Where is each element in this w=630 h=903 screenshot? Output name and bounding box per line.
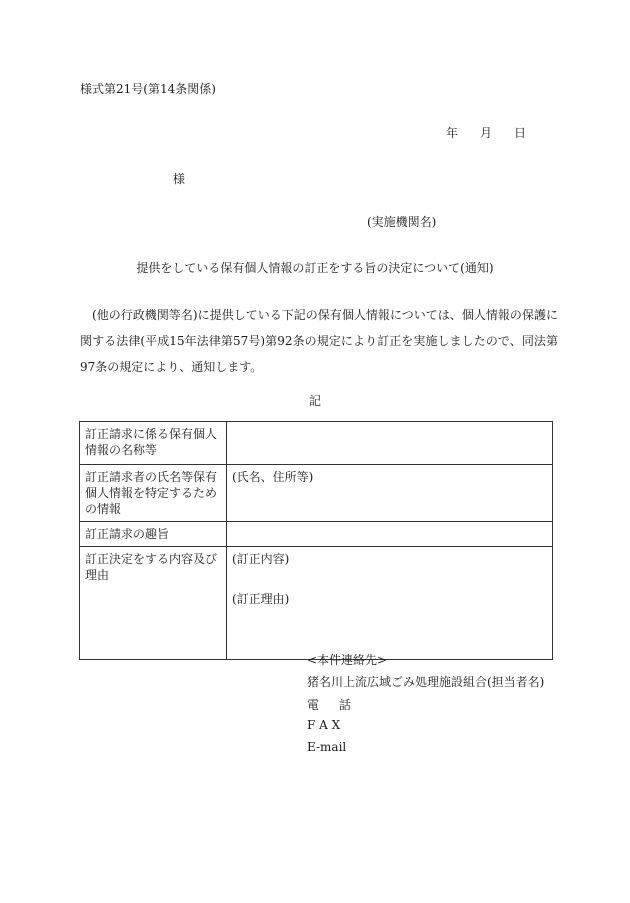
- table-value: (氏名、住所等): [227, 465, 553, 522]
- table-value: [227, 422, 553, 465]
- date-month: 月: [480, 126, 493, 140]
- correction-reason: (訂正理由): [232, 592, 290, 606]
- body-paragraph: (他の行政機関等名)に提供している下記の保有個人情報については、個人情報の保護に関する法律(平成15年法律第57号)第92条の規定により訂正を実施しましたので、同法第97条の規定により、通知します。: [80, 308, 558, 374]
- correction-content: (訂正内容): [232, 552, 290, 566]
- agency-name: (実施機関名): [367, 215, 437, 229]
- table-row: [80, 422, 553, 465]
- form-number: 様式第21号(第14条関係): [80, 82, 216, 96]
- date-line: [446, 124, 526, 141]
- ki-heading: 記: [308, 394, 321, 408]
- contact-phone: 電 話: [307, 698, 359, 712]
- table-row: [80, 465, 553, 522]
- date-year: 年: [446, 126, 459, 140]
- contact-organization: 猪名川上流広域ごみ処理施設組合(担当者名): [307, 675, 545, 689]
- table-label: 訂正決定をする内容及び理由: [80, 547, 227, 660]
- table-row: [80, 547, 553, 660]
- table-label: 訂正請求に係る保有個人情報の名称等: [80, 422, 227, 465]
- addressee: 様: [173, 172, 186, 186]
- table-value: [227, 522, 553, 547]
- contact-fax: F A X: [307, 718, 341, 732]
- contact-heading: <本件連絡先>: [307, 653, 388, 667]
- contact-email: E-mail: [307, 740, 347, 754]
- table-row: [80, 522, 553, 547]
- document-title: 提供をしている保有個人情報の訂正をする旨の決定について(通知): [136, 261, 494, 275]
- table-value: [227, 547, 553, 660]
- date-day: 日: [514, 126, 527, 140]
- table-label: 訂正請求の趣旨: [80, 522, 227, 547]
- info-table: [79, 421, 553, 660]
- body-text: [80, 302, 558, 380]
- table-label: 訂正請求者の氏名等保有個人情報を特定するための情報: [80, 465, 227, 522]
